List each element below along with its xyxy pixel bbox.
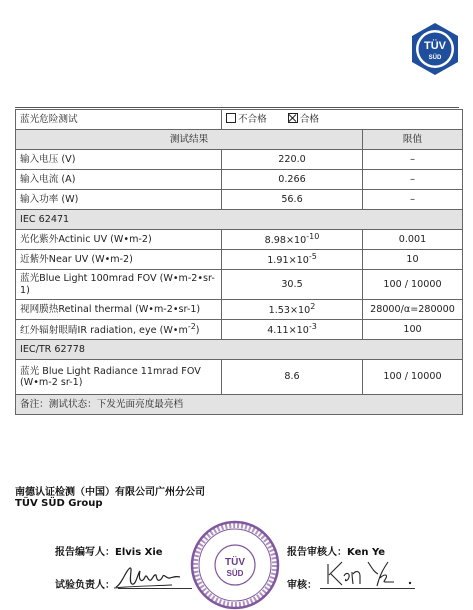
official-seal: [190, 520, 280, 610]
row-label: 输入电流 (A): [16, 170, 222, 190]
table-row: [16, 230, 463, 250]
test-name: 蓝光危险测试: [16, 110, 222, 130]
table-row: [16, 300, 463, 320]
row-value: [222, 250, 363, 270]
row-label: 近紫外Near UV (W•m-2): [16, 250, 222, 270]
remark: 备注：测试状态：下发光面亮度最亮档: [16, 395, 463, 415]
table-row: [16, 270, 463, 300]
group-name: TÜV SÜD Group: [15, 498, 103, 509]
table-row: [16, 190, 463, 210]
row-limit: –: [363, 170, 463, 190]
column-header-row: [16, 130, 463, 150]
row-value: 8.6: [222, 360, 363, 395]
table-row: [16, 360, 463, 395]
top-rule: [15, 107, 459, 108]
tuv-sud-logo: [408, 22, 462, 76]
label-text: 红外辐射眼睛IR radiation, eye (W•m: [20, 325, 188, 337]
table-row: [16, 250, 463, 270]
prepared-label: 报告编写人：: [55, 547, 115, 558]
row-label: 蓝光Blue Light 100mrad FOV (W•m-2•sr-1): [16, 270, 222, 300]
value-mantissa: 8.98×10: [264, 235, 307, 247]
row-value: 56.6: [222, 190, 363, 210]
company-name: 南德认证检测（中国）有限公司广州分公司: [15, 487, 205, 498]
table-row: [16, 170, 463, 190]
label-tail: ): [195, 325, 200, 337]
seal-text-tuv: TÜV: [225, 557, 245, 568]
table-row: [16, 320, 463, 340]
col-limit-header: 限值: [363, 130, 463, 150]
row-limit: 100: [363, 320, 463, 340]
row-label: 输入电压 (V): [16, 150, 222, 170]
logo-text-tuv: TÜV: [424, 40, 446, 52]
row-label: 视网膜热Retinal thermal (W•m-2•sr-1): [16, 300, 222, 320]
value-exponent: 2: [310, 302, 316, 312]
row-value: 0.266: [222, 170, 363, 190]
prepared-by: [55, 543, 163, 558]
row-value: [222, 320, 363, 340]
approver-label: 审核：: [287, 580, 317, 591]
row-limit: 10: [363, 250, 463, 270]
verdict-cell: [222, 110, 463, 130]
row-limit: 100 / 10000: [363, 270, 463, 300]
signature-elvis-xie: [112, 562, 190, 592]
label-exponent: -2: [187, 322, 196, 332]
section-row: [16, 210, 463, 230]
table-row: [16, 150, 463, 170]
row-value: 30.5: [222, 270, 363, 300]
row-label: 蓝光 Blue Light Radiance 11mrad FOV (W•m-2 sr-1): [16, 360, 222, 395]
row-limit: 0.001: [363, 230, 463, 250]
pass-checkbox-checked: [288, 113, 298, 123]
row-value: 220.0: [222, 150, 363, 170]
row-limit: –: [363, 150, 463, 170]
prepared-name: Elvis Xie: [115, 547, 163, 558]
signature-ken-ye: [322, 556, 416, 590]
header-row: [16, 110, 463, 130]
value-exponent: -3: [308, 322, 317, 332]
blue-light-hazard-table: [15, 109, 463, 415]
col-results-header: 测试结果: [16, 130, 363, 150]
pass-option-label: 合格: [299, 114, 320, 126]
value-exponent: -10: [306, 232, 320, 242]
fail-option-label: 不合格: [238, 114, 267, 126]
section-row: [16, 340, 463, 360]
value-mantissa: 4.11×10: [267, 325, 309, 337]
reviewed-label: 报告审核人：: [287, 547, 347, 558]
section-iec-62471: IEC 62471: [16, 210, 463, 230]
value-exponent: -5: [308, 252, 317, 262]
reviewed-name: Ken Ye: [347, 547, 386, 558]
row-limit: 28000/α=280000: [363, 300, 463, 320]
remark-row: [16, 395, 463, 415]
row-label: 光化紫外Actinic UV (W•m-2): [16, 230, 222, 250]
seal-text-sud: SÜD: [226, 569, 244, 578]
row-value: [222, 300, 363, 320]
fail-checkbox: [226, 113, 236, 123]
row-limit: 100 / 10000: [363, 360, 463, 395]
section-iec-tr-62778: IEC/TR 62778: [16, 340, 463, 360]
row-label: 输入功率 (W): [16, 190, 222, 210]
logo-text-sud: SÜD: [428, 55, 442, 61]
row-limit: –: [363, 190, 463, 210]
value-mantissa: 1.91×10: [267, 255, 309, 267]
row-value: [222, 230, 363, 250]
value-mantissa: 1.53×10: [268, 305, 311, 317]
row-label: [16, 320, 222, 340]
tester-label: 试验负责人：: [55, 580, 115, 591]
